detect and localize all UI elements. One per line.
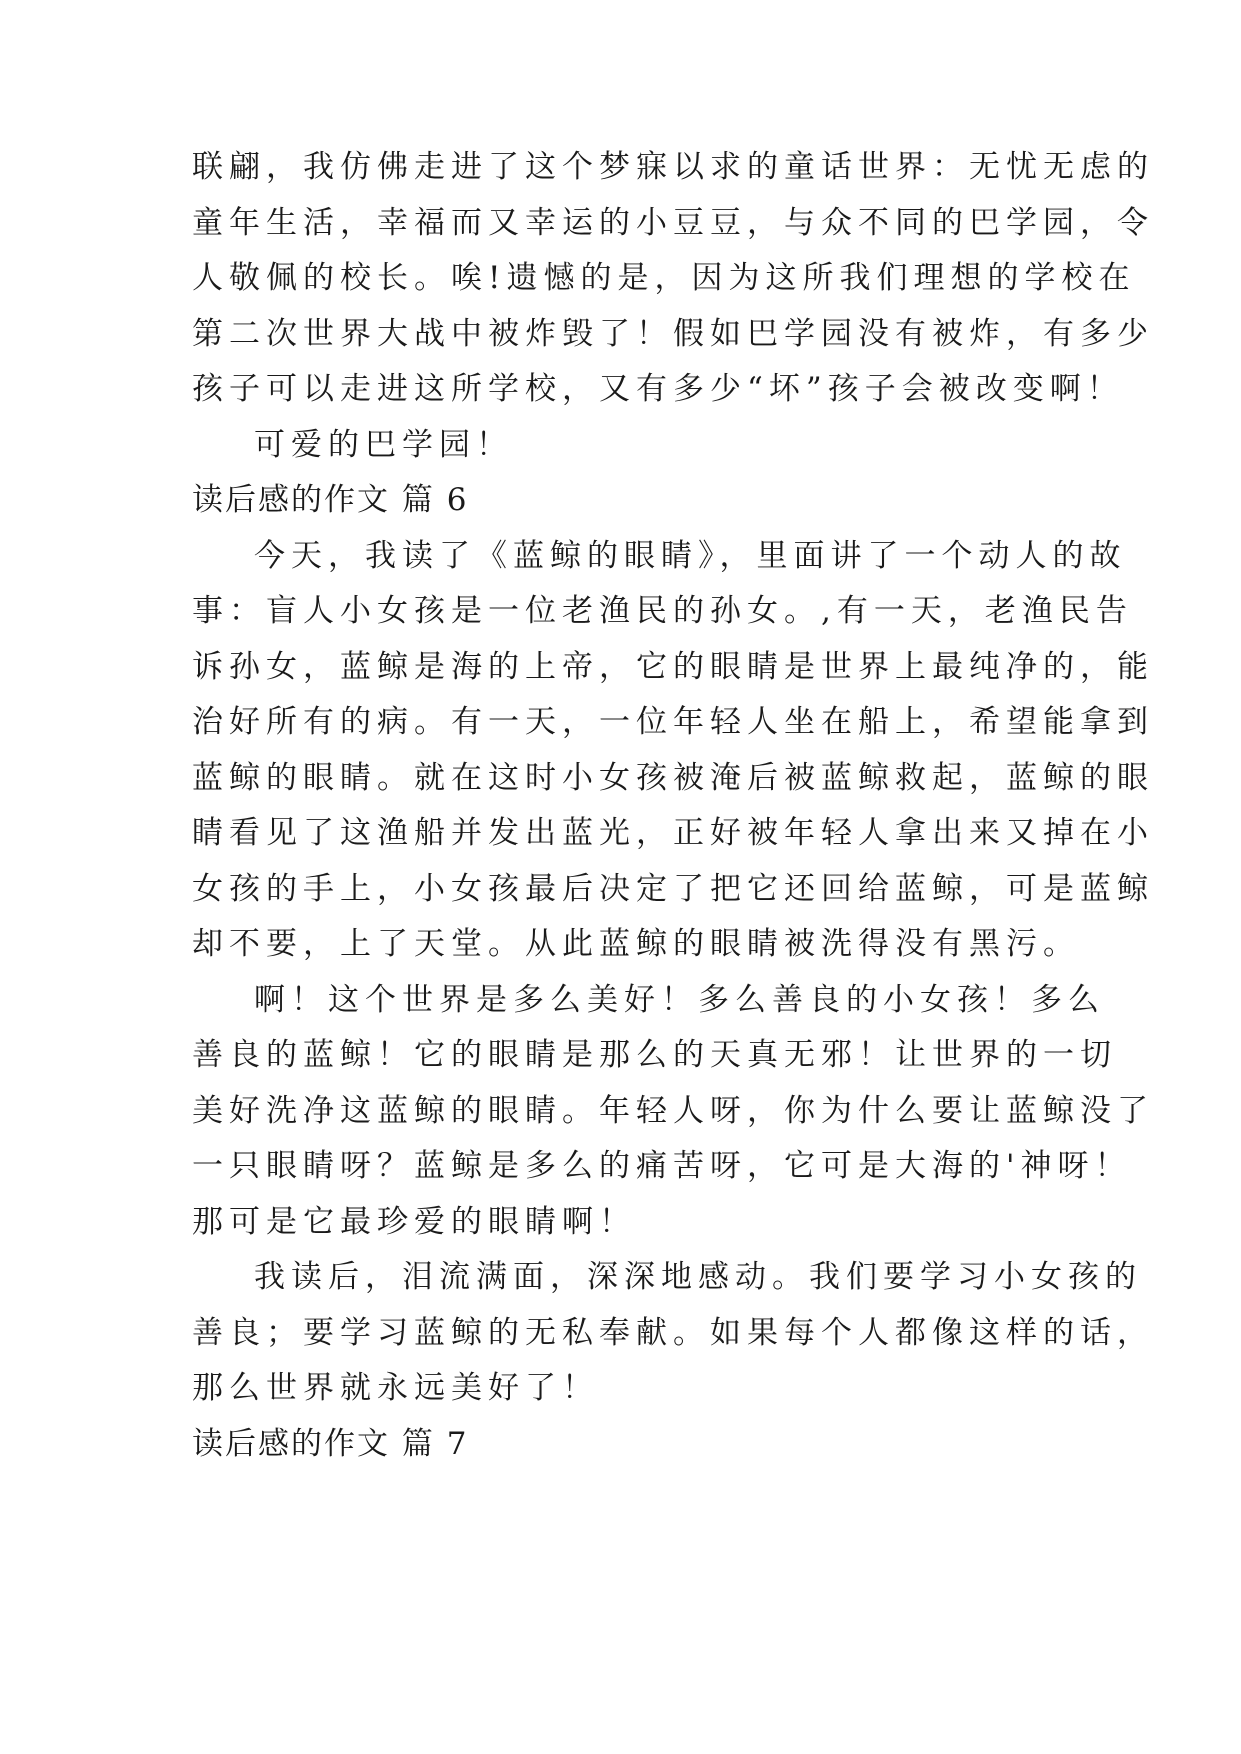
paragraph-line: 可爱的巴学园！ <box>254 427 513 463</box>
section-heading: 读后感的作文 篇 6 <box>192 482 469 518</box>
text-line: 童年生活，幸福而又幸运的小豆豆，与众不同的巴学园，令 <box>192 205 1154 241</box>
text-line: 人敬佩的校长。唉!遗憾的是，因为这所我们理想的学校在 <box>192 260 1136 296</box>
section-heading: 读后感的作文 篇 7 <box>192 1426 469 1462</box>
text-line: 睛看见了这渔船并发出蓝光，正好被年轻人拿出来又掉在小 <box>192 815 1154 851</box>
paragraph-line: 啊！这个世界是多么美好！多么善良的小女孩！多么 <box>254 982 1105 1018</box>
text-line: 诉孙女，蓝鲸是海的上帝，它的眼睛是世界上最纯净的，能 <box>192 649 1154 685</box>
text-line: 那可是它最珍爱的眼睛啊！ <box>192 1204 636 1240</box>
text-line: 孩子可以走进这所学校，又有多少“坏”孩子会被改变啊！ <box>192 371 1124 407</box>
text-line: 事：盲人小女孩是一位老渔民的孙女。,有一天，老渔民告 <box>192 593 1133 629</box>
text-line: 善良的蓝鲸！它的眼睛是那么的天真无邪！让世界的一切 <box>192 1037 1117 1073</box>
text-line: 一只眼睛呀？蓝鲸是多么的痛苦呀，它可是大海的'神呀！ <box>192 1148 1132 1184</box>
text-line: 美好洗净这蓝鲸的眼睛。年轻人呀，你为什么要让蓝鲸没了 <box>192 1093 1154 1129</box>
text-line: 联翩，我仿佛走进了这个梦寐以求的童话世界：无忧无虑的 <box>192 149 1154 185</box>
text-line: 第二次世界大战中被炸毁了！假如巴学园没有被炸，有多少 <box>192 316 1154 352</box>
text-line: 治好所有的病。有一天，一位年轻人坐在船上，希望能拿到 <box>192 704 1154 740</box>
text-line: 却不要，上了天堂。从此蓝鲸的眼睛被洗得没有黑污。 <box>192 926 1080 962</box>
text-line: 女孩的手上，小女孩最后决定了把它还回给蓝鲸，可是蓝鲸 <box>192 871 1154 907</box>
text-line: 那么世界就永远美好了！ <box>192 1370 599 1406</box>
paragraph-line: 今天，我读了《蓝鲸的眼睛》，里面讲了一个动人的故 <box>254 538 1127 574</box>
text-line: 善良；要学习蓝鲸的无私奉献。如果每个人都像这样的话， <box>192 1315 1154 1351</box>
text-line: 蓝鲸的眼睛。就在这时小女孩被淹后被蓝鲸救起，蓝鲸的眼 <box>192 760 1154 796</box>
paragraph-line: 我读后，泪流满面，深深地感动。我们要学习小女孩的 <box>254 1259 1142 1295</box>
